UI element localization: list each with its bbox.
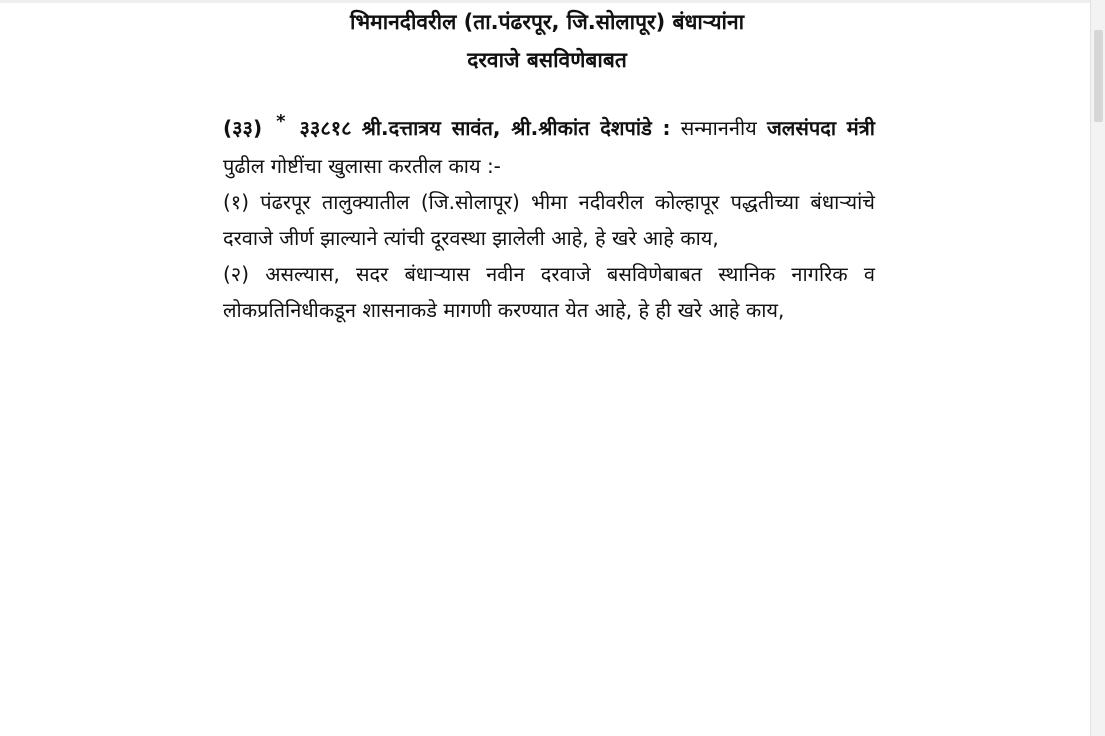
- question-members: श्री.दत्तात्रय सावंत, श्री.श्रीकांत देशपांडे :: [361, 116, 671, 140]
- question-item-1: (१) पंढरपूर तालुक्यातील (जि.सोलापूर) भीमा नदीवरील कोल्हापूर पद्धतीच्या बंधाऱ्यांचे दरवाजे जीर्ण झाल्याने त्यांची दूरवस्था झालेली आहे, हे खरे आहे काय,: [223, 190, 875, 250]
- scrollbar-thumb[interactable]: [1094, 30, 1103, 122]
- question-header: [223, 110, 875, 184]
- question-salutation: सन्माननीय: [680, 116, 757, 140]
- starred-marker: *: [276, 111, 286, 132]
- document-title-line-2: दरवाजे बसविणेबाबत: [467, 48, 627, 72]
- vertical-scrollbar[interactable]: [1090, 0, 1105, 736]
- top-divider: [0, 0, 1091, 3]
- question-serial: (३३): [223, 116, 263, 140]
- minister-name: जलसंपदा मंत्री: [766, 116, 875, 140]
- question-body: [223, 110, 875, 328]
- question-prompt: पुढील गोष्टींचा खुलासा करतील काय :-: [223, 154, 501, 178]
- question-number: ३३८१८: [299, 116, 352, 140]
- document-title-line-1: भिमानदीवरील (ता.पंढरपूर, जि.सोलापूर) बंधाऱ्यांना: [349, 10, 745, 34]
- question-item-2: (२) असल्यास, सदर बंधाऱ्यास नवीन दरवाजे बसविणेबाबत स्थानिक नागरिक व लोकप्रतिनिधीकडून शासनाकडे मागणी करण्यात येत आहे, हे ही खरे आहे काय,: [223, 262, 875, 322]
